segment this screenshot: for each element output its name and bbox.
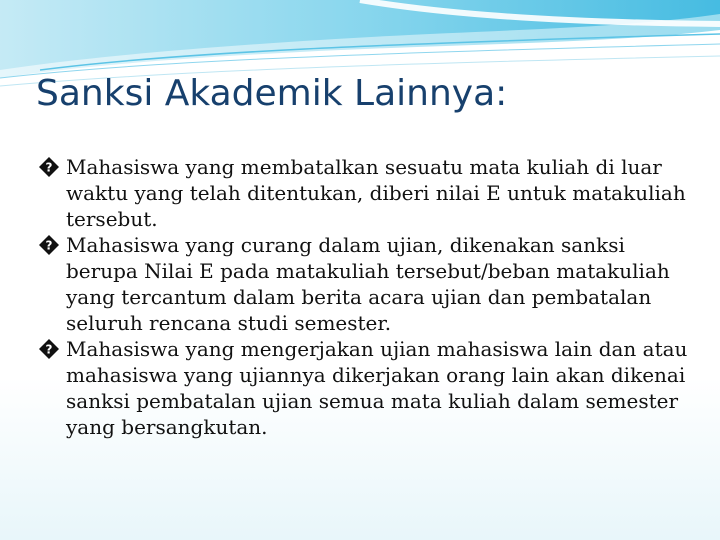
svg-text:?: ? xyxy=(45,342,53,357)
svg-text:?: ? xyxy=(45,160,53,175)
list-item xyxy=(38,336,698,440)
svg-text:?: ? xyxy=(45,238,53,253)
list-item-text: Mahasiswa yang curang dalam ujian, dikenakan sanksi berupa Nilai E pada matakuliah tersebut/beban matakuliah yang tercantum dalam berita acara ujian dan pembatalan seluruh rencana studi semester. xyxy=(66,233,670,335)
list-item-text: Mahasiswa yang membatalkan sesuatu mata kuliah di luar waktu yang telah ditentukan, diberi nilai E untuk matakuliah tersebut. xyxy=(66,155,686,231)
bullet-list xyxy=(38,154,698,440)
replacement-character-icon xyxy=(38,338,60,360)
list-item xyxy=(38,154,698,232)
replacement-character-icon xyxy=(38,156,60,178)
list-item-text: Mahasiswa yang mengerjakan ujian mahasiswa lain dan atau mahasiswa yang ujiannya dikerjakan orang lain akan dikenai sanksi pembatalan ujian semua mata kuliah dalam semester yang bersangkutan. xyxy=(66,337,688,439)
list-item xyxy=(38,232,698,336)
slide-title: Sanksi Akademik Lainnya: xyxy=(36,73,508,114)
replacement-character-icon xyxy=(38,234,60,256)
